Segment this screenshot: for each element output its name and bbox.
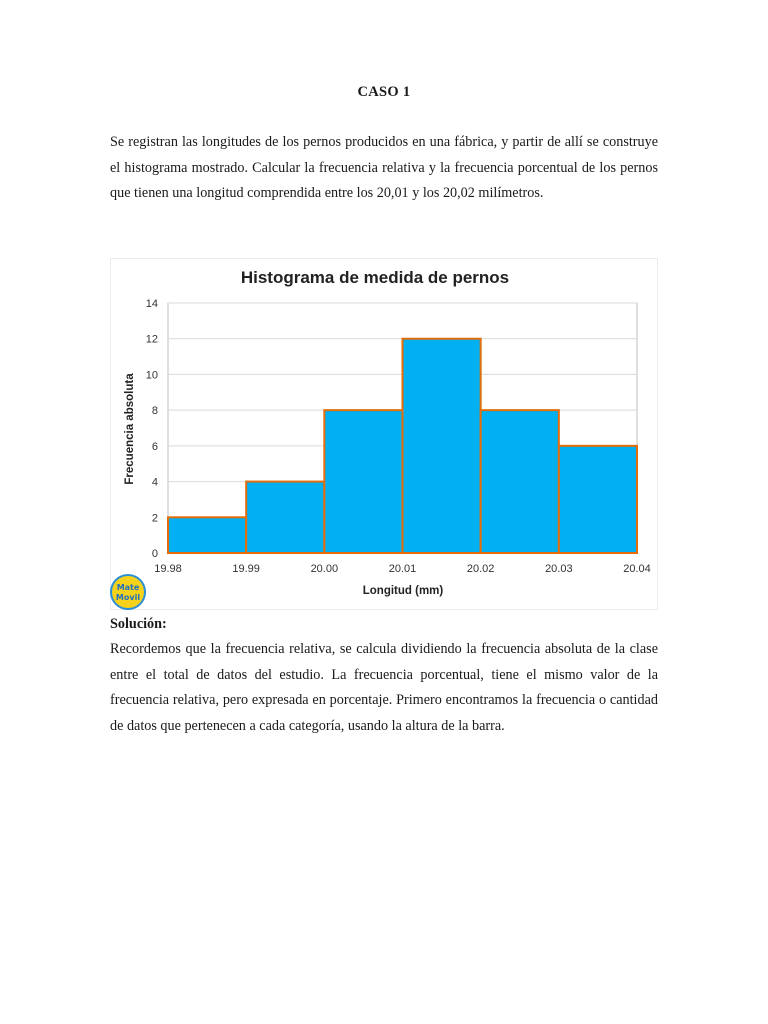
chart-title: Histograma de medida de pernos — [240, 268, 510, 287]
x-tick-label: 20.02 — [466, 563, 495, 575]
y-tick-label: 0 — [151, 548, 158, 560]
histogram-bar — [246, 482, 324, 553]
solution-paragraph: Recordemos que la frecuencia relativa, se calcula dividiendo la frecuencia absoluta de la clase entre el total de datos del estudio. La frecuencia porcentual, tiene el mismo valor de la frecuencia relativa, pero expresada en porcentaje. Primero encontramos la frecuencia o cantidad de datos que pertenecen a cada categoría, usando la altura de la barra. — [110, 641, 658, 734]
histogram-bar — [403, 339, 481, 553]
y-tick-label: 8 — [151, 405, 158, 418]
logo-text-line2: Movil — [115, 593, 141, 602]
histogram-bar — [168, 517, 246, 553]
x-tick-label: 20.03 — [545, 563, 573, 575]
y-axis-label: Frecuencia absoluta — [124, 373, 136, 485]
y-tick-label: 10 — [145, 369, 158, 382]
x-tick-label: 19.99 — [232, 563, 260, 575]
y-tick-label: 6 — [151, 440, 158, 453]
x-tick-label: 20.04 — [623, 563, 651, 575]
intro-paragraph: Se registran las longitudes de los pernos producidos en una fábrica, y partir de allí se construye el histograma mostrado. Calcular la frecuencia relativa y la frecuencia porcentual de los pernos que tienen una longitud comprendida entre los 20,01 y los 20,02 milímetros. — [110, 134, 658, 201]
y-tick-label: 14 — [145, 298, 158, 310]
y-tick-label: 12 — [145, 333, 158, 346]
logo-text-line1: Mate — [116, 583, 140, 592]
y-tick-label: 4 — [151, 476, 158, 489]
matemovil-logo-icon — [110, 574, 146, 610]
histogram-bar — [559, 446, 637, 553]
x-tick-label: 20.00 — [310, 563, 339, 575]
x-tick-label: 19.98 — [154, 563, 182, 575]
histogram-chart — [110, 258, 658, 610]
solution-label: Solución: — [110, 616, 167, 632]
histogram-bar — [481, 410, 559, 553]
histogram-bar — [324, 410, 402, 553]
case-heading: CASO 1 — [357, 84, 411, 100]
x-tick-label: 20.01 — [388, 563, 417, 575]
y-tick-label: 2 — [151, 512, 158, 525]
histogram-svg — [111, 259, 659, 611]
x-axis-label: Longitud (mm) — [362, 585, 444, 597]
